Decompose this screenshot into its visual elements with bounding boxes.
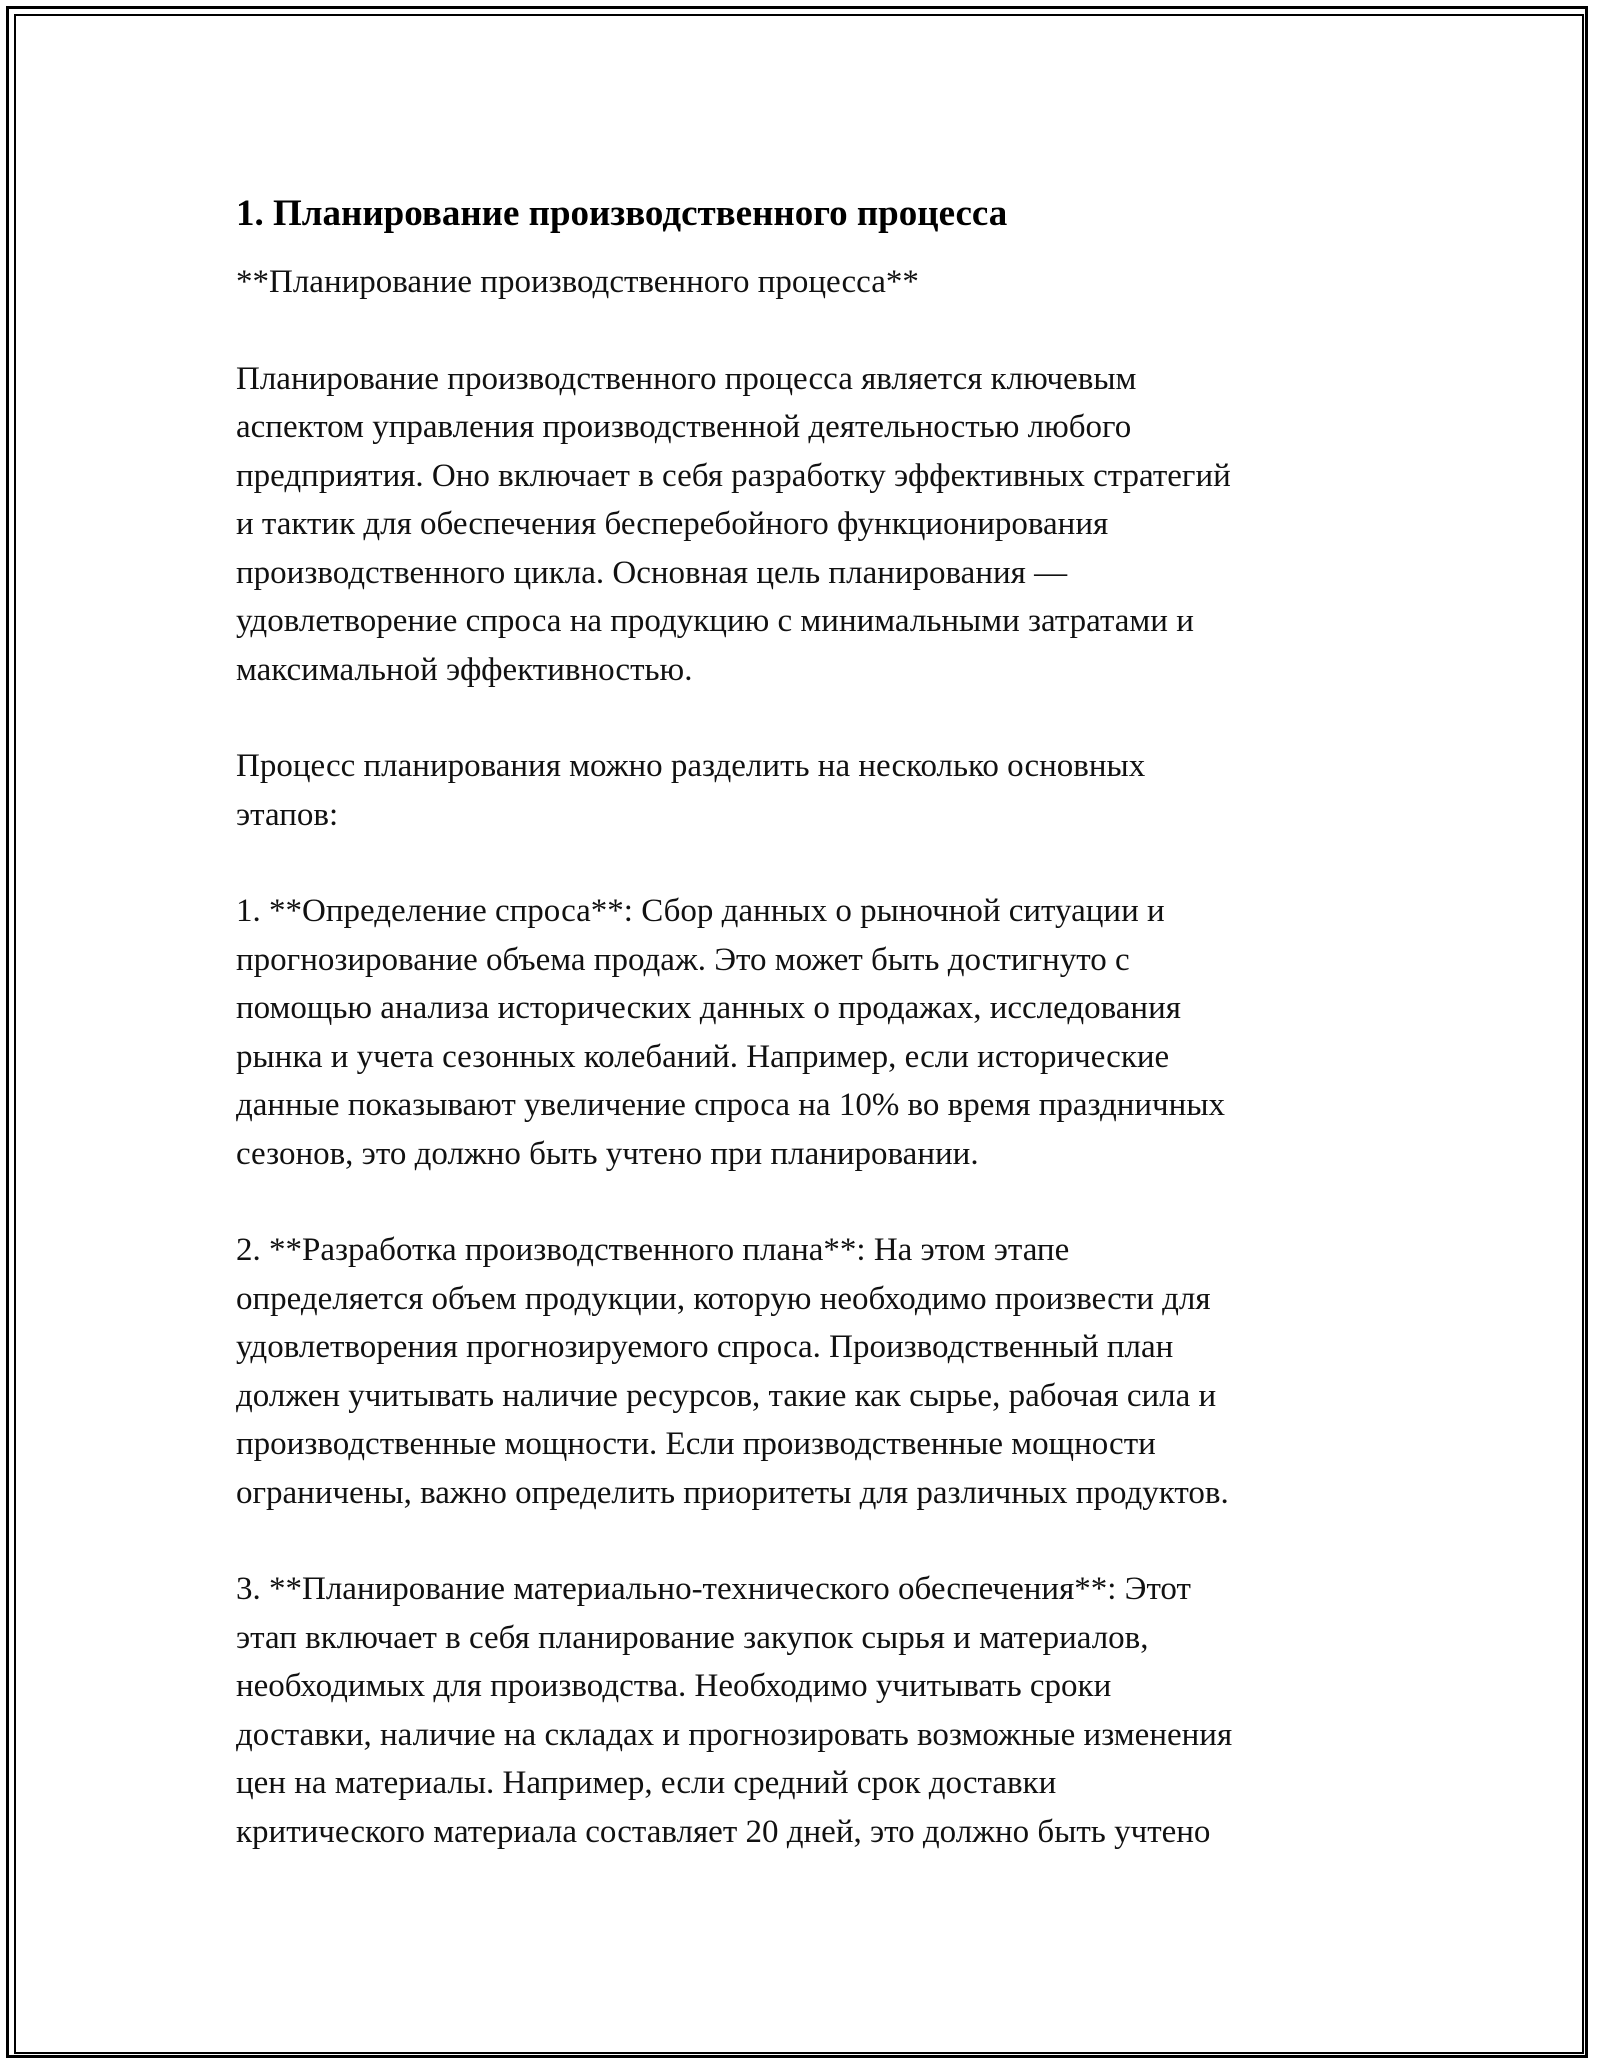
paragraph-stage-2: [236, 1226, 1366, 1517]
text-line: 1. **Определение спроса**: Сбор данных о рыночной ситуации и: [236, 893, 1165, 929]
text-line: должен учитывать наличие ресурсов, такие как сырье, рабочая сила и: [236, 1377, 1217, 1414]
text-line: критического материала составляет 20 дней, это должно быть учтено: [236, 1813, 1211, 1850]
text-line: и тактик для обеспечения бесперебойного функционирования: [236, 506, 1109, 542]
text-line: прогнозирование объема продаж. Это может быть достигнуто с: [236, 941, 1130, 978]
paragraph-stage-1: [236, 887, 1366, 1178]
text-line: производственные мощности. Если производственные мощности: [236, 1426, 1156, 1462]
section-subtitle: **Планирование производственного процесса**: [236, 264, 919, 300]
paragraph-stages-intro: [236, 742, 1366, 839]
text-line: предприятия. Оно включает в себя разработку эффективных стратегий: [236, 457, 1231, 494]
text-line: производственного цикла. Основная цель планирования —: [236, 554, 1068, 591]
text-line: рынка и учета сезонных колебаний. Например, если исторические: [236, 1038, 1170, 1075]
text-line: доставки, наличие на складах и прогнозировать возможные изменения: [236, 1716, 1233, 1753]
text-line: 3. **Планирование материально-технического обеспечения**: Этот: [236, 1571, 1191, 1607]
text-line: ограничены, важно определить приоритеты для различных продуктов.: [236, 1474, 1229, 1511]
text-line: аспектом управления производственной деятельностью любого: [236, 409, 1132, 445]
text-line: Процесс планирования можно разделить на несколько основных: [236, 748, 1146, 784]
text-line: необходимых для производства. Необходимо учитывать сроки: [236, 1668, 1112, 1704]
text-line: этапов:: [236, 796, 339, 833]
text-line: удовлетворение спроса на продукцию с минимальными затратами и: [236, 603, 1194, 639]
text-line: данные показывают увеличение спроса на 10% во время праздничных: [236, 1087, 1225, 1123]
document-body: [236, 188, 1366, 1856]
section-heading: 1. Планирование производственного процесса: [236, 193, 1008, 234]
paragraph-stage-3: [236, 1565, 1366, 1856]
text-line: определяется объем продукции, которую необходимо произвести для: [236, 1280, 1211, 1317]
text-line: сезонов, это должно быть учтено при планировании.: [236, 1135, 979, 1172]
text-line: 2. **Разработка производственного плана**: На этом этапе: [236, 1232, 1070, 1268]
text-line: цен на материалы. Например, если средний срок доставки: [236, 1765, 1057, 1801]
text-line: максимальной эффективностью.: [236, 651, 693, 688]
text-line: удовлетворения прогнозируемого спроса. Производственный план: [236, 1329, 1174, 1365]
text-line: Планирование производственного процесса является ключевым: [236, 360, 1137, 397]
paragraph-intro: [236, 355, 1366, 695]
text-line: этап включает в себя планирование закупок сырья и материалов,: [236, 1619, 1149, 1656]
text-line: помощью анализа исторических данных о продажах, исследования: [236, 990, 1181, 1026]
